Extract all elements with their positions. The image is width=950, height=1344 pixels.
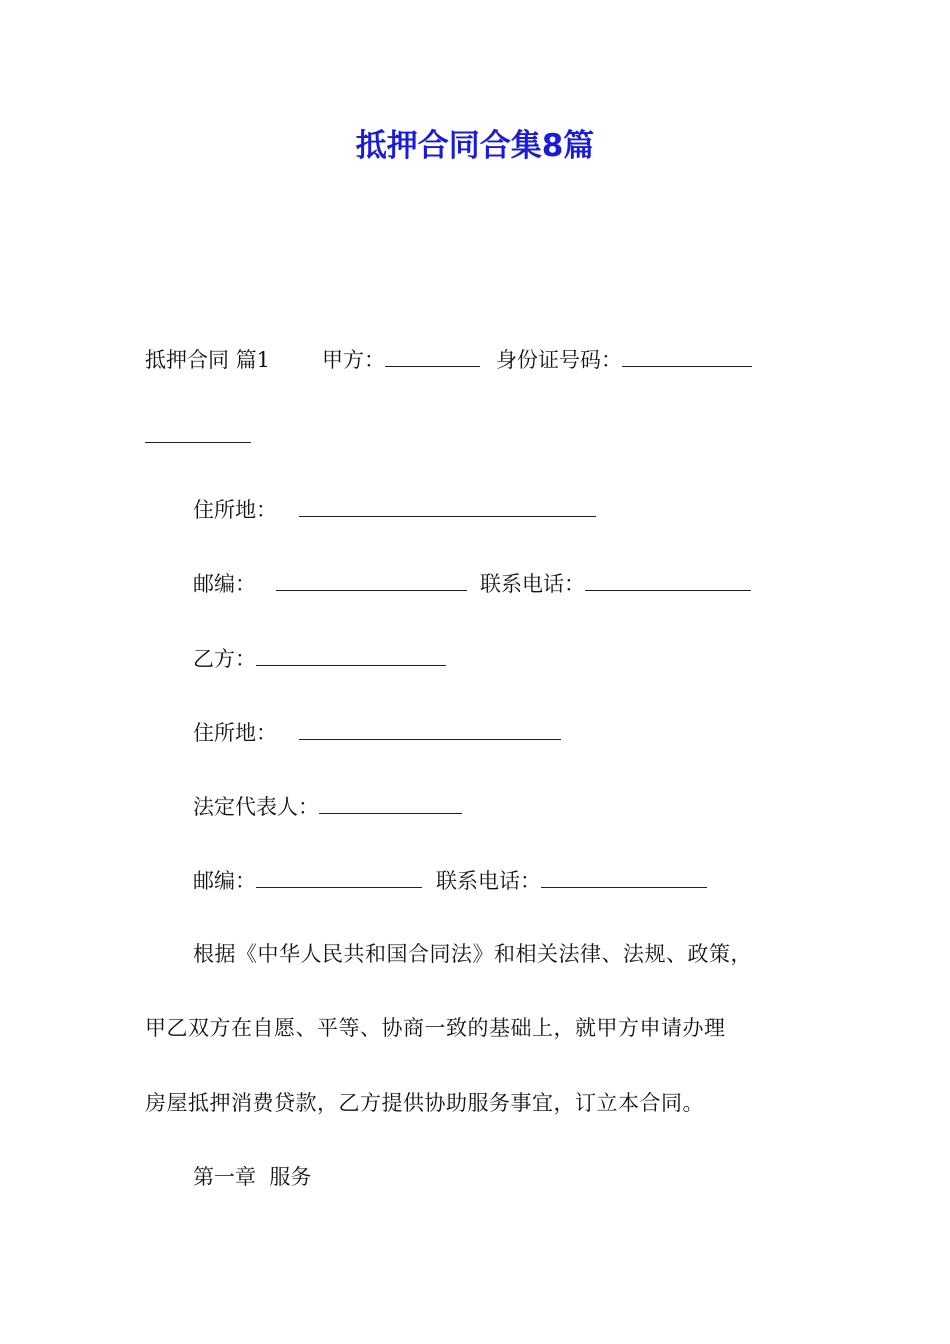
party-a-postcode-blank bbox=[276, 570, 467, 591]
party-b-address-line bbox=[193, 719, 561, 746]
party-a-name-blank bbox=[385, 346, 480, 367]
section-heading-line bbox=[145, 346, 752, 373]
document-title: 抵押合同合集8篇 bbox=[355, 128, 595, 164]
id-number-blank-continued bbox=[145, 422, 251, 443]
chapter-1-title: 第一章 服务 bbox=[193, 1165, 312, 1189]
party-a-contact-line bbox=[193, 570, 751, 597]
party-b-rep-line bbox=[193, 793, 462, 820]
party-b-rep-blank bbox=[319, 793, 462, 814]
party-a-address-label: 住所地： bbox=[193, 498, 277, 522]
party-a-phone-label: 联系电话： bbox=[480, 572, 585, 596]
party-b-name-label: 乙方： bbox=[193, 647, 256, 671]
preamble-line-3: 房屋抵押消费贷款，乙方提供协助服务事宜，订立本合同。 bbox=[145, 1091, 704, 1115]
party-b-name-blank bbox=[256, 645, 446, 666]
party-b-rep-label: 法定代表人： bbox=[193, 795, 319, 819]
party-b-postcode-blank bbox=[256, 867, 422, 888]
party-b-name-line bbox=[193, 645, 446, 672]
party-b-address-blank bbox=[299, 719, 561, 740]
preamble-line-1: 根据《中华人民共和国合同法》和相关法律、法规、政策， bbox=[193, 942, 752, 966]
preamble-line-2: 甲乙双方在自愿、平等、协商一致的基础上，就甲方申请办理 bbox=[145, 1016, 726, 1040]
party-a-phone-blank bbox=[585, 570, 751, 591]
party-b-phone-label: 联系电话： bbox=[436, 869, 541, 893]
party-b-postcode-label: 邮编： bbox=[193, 869, 256, 893]
id-number-blank bbox=[622, 346, 752, 367]
party-b-contact-line bbox=[193, 867, 707, 894]
party-a-address-blank bbox=[299, 496, 596, 517]
party-b-phone-blank bbox=[541, 867, 707, 888]
party-a-address-line bbox=[193, 496, 596, 523]
party-a-postcode-label: 邮编： bbox=[193, 572, 256, 596]
party-a-label: 甲方： bbox=[322, 348, 386, 372]
section-heading: 抵押合同 篇1 bbox=[145, 348, 271, 372]
id-number-continuation bbox=[145, 422, 251, 449]
id-number-label: 身份证号码： bbox=[496, 348, 623, 372]
party-b-address-label: 住所地： bbox=[193, 721, 277, 745]
